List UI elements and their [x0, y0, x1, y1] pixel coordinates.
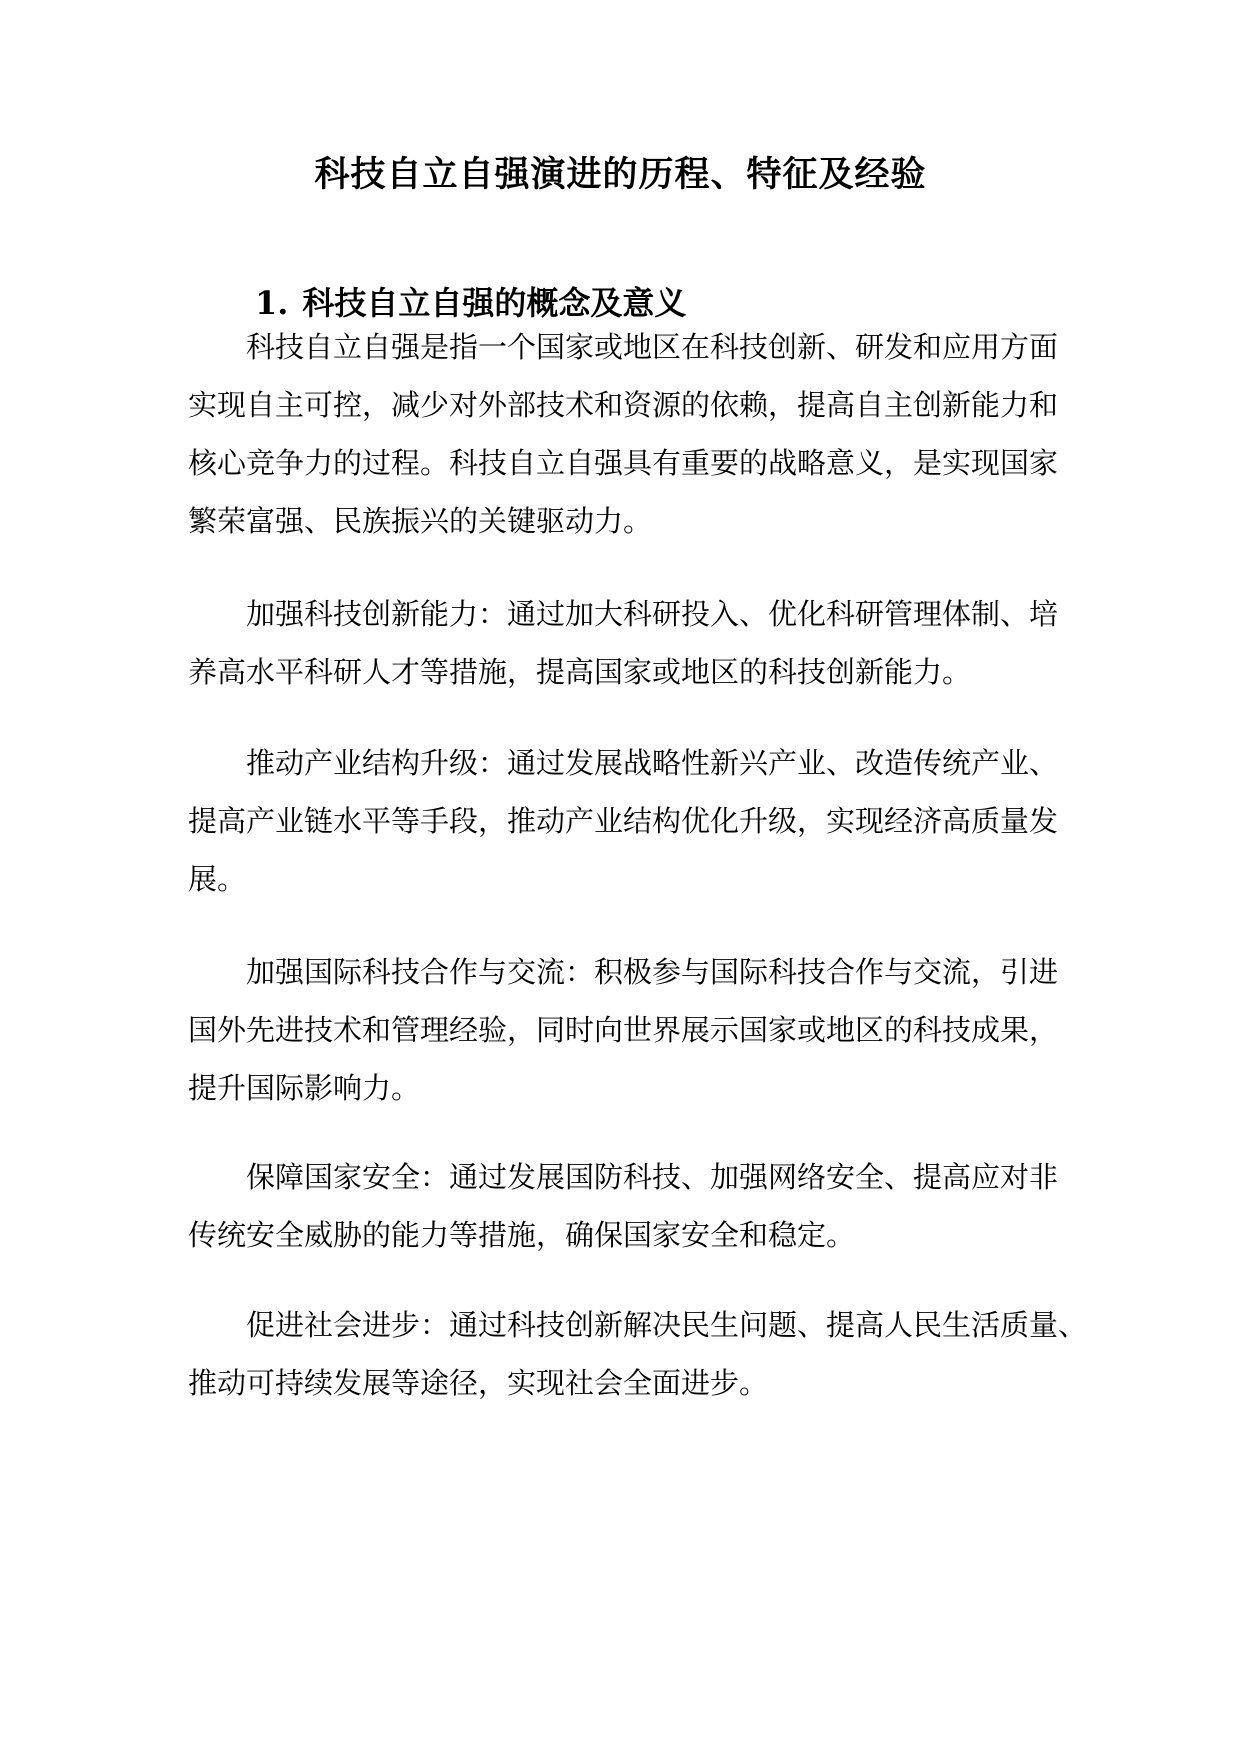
paragraph-line: 提高产业链水平等手段，推动产业结构优化升级，实现经济高质量发 — [188, 804, 1059, 838]
paragraph-line: 加强科技创新能力：通过加大科研投入、优化科研管理体制、培 — [246, 597, 1059, 631]
paragraph-line: 促进社会进步：通过科技创新解决民生问题、提高人民生活质量、 — [246, 1308, 1088, 1342]
paragraph-line: 核心竞争力的过程。科技自立自强具有重要的战略意义，是实现国家 — [188, 446, 1059, 480]
paragraph-line: 推动可持续发展等途径，实现社会全面进步。 — [188, 1366, 769, 1400]
section-heading-text: 科技自立自强的概念及意义 — [302, 284, 687, 322]
section-number: 1. — [255, 284, 289, 322]
paragraph-definition — [188, 318, 1068, 550]
paragraph-line: 实现自主可控，减少对外部技术和资源的依赖，提高自主创新能力和 — [188, 388, 1059, 422]
paragraph-line: 繁荣富强、民族振兴的关键驱动力。 — [188, 504, 653, 538]
paragraph-line: 推动产业结构升级：通过发展战略性新兴产业、改造传统产业、 — [246, 746, 1059, 780]
paragraph-line: 养高水平科研人才等措施，提高国家或地区的科技创新能力。 — [188, 655, 972, 689]
paragraph-line: 展。 — [188, 862, 247, 896]
paragraph-security — [188, 1148, 1068, 1264]
paragraph-society — [188, 1296, 1088, 1412]
paragraph-line: 科技自立自强是指一个国家或地区在科技创新、研发和应用方面 — [246, 330, 1059, 364]
paragraph-line: 加强国际科技合作与交流：积极参与国际科技合作与交流，引进 — [246, 955, 1059, 989]
paragraph-line: 保障国家安全：通过发展国防科技、加强网络安全、提高应对非 — [246, 1160, 1059, 1194]
paragraph-line: 国外先进技术和管理经验，同时向世界展示国家或地区的科技成果， — [188, 1013, 1059, 1047]
paragraph-industry — [188, 734, 1068, 908]
paragraph-line: 传统安全威胁的能力等措施，确保国家安全和稳定。 — [188, 1218, 856, 1252]
document-title: 科技自立自强演进的历程、特征及经验 — [314, 154, 927, 195]
paragraph-international — [188, 943, 1068, 1117]
paragraph-innovation — [188, 585, 1068, 701]
paragraph-line: 提升国际影响力。 — [188, 1071, 421, 1105]
